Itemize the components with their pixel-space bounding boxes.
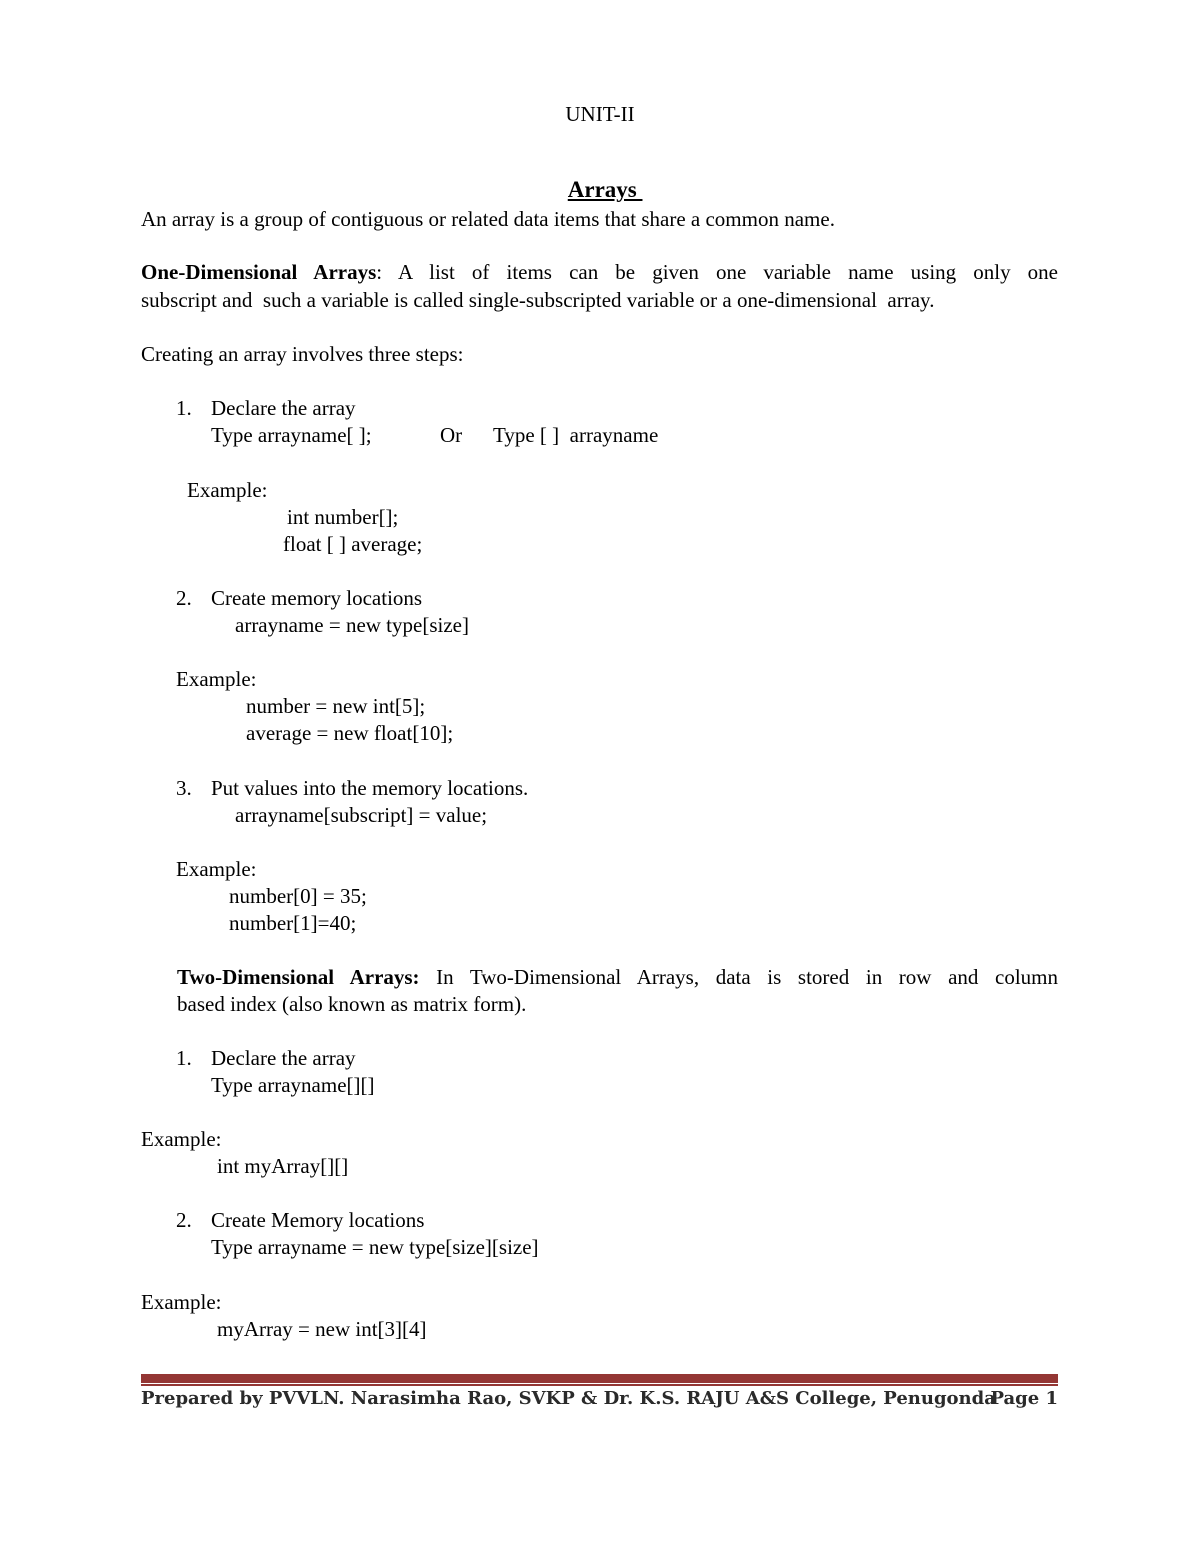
step1-title: Declare the array <box>211 396 356 420</box>
two-dim-paragraph-line1 <box>177 967 1058 988</box>
step2-example-line: number = new int[5]; <box>246 694 426 718</box>
step2-example-line: average = new float[10]; <box>246 721 454 745</box>
step3-title: Put values into the memory locations. <box>211 776 529 800</box>
one-dim-label: One-Dimensional Arrays <box>141 260 377 284</box>
step1-syntax-a: Type arrayname[ ]; <box>211 423 372 447</box>
step1-example-label: Example: <box>187 478 268 502</box>
page-title <box>0 155 1200 201</box>
footer-page-number: Page 1 <box>990 1388 1058 1409</box>
td-step1-example-line: int myArray[][] <box>217 1154 349 1178</box>
td-step2-number: 2. <box>176 1208 192 1232</box>
footer-rule-thin <box>141 1384 1058 1386</box>
td-step2-example-line: myArray = new int[3][4] <box>217 1317 427 1341</box>
step3-example-line: number[0] = 35; <box>229 884 367 908</box>
td-step2-syntax: Type arrayname = new type[size][size] <box>211 1235 539 1259</box>
intro-paragraph: An array is a group of contiguous or related data items that share a common name. <box>141 207 835 231</box>
steps-intro: Creating an array involves three steps: <box>141 342 464 366</box>
step1-example-line: int number[]; <box>287 505 399 529</box>
step2-title: Create memory locations <box>211 586 423 610</box>
td-step1-example-label: Example: <box>141 1127 222 1151</box>
step1-number: 1. <box>176 396 192 420</box>
step1-syntax-b: Type [ ] arrayname <box>493 423 659 447</box>
two-dim-label: Two-Dimensional Arrays: <box>177 965 420 989</box>
td-step2-example-label: Example: <box>141 1290 222 1314</box>
step3-number: 3. <box>176 776 192 800</box>
td-step1-title: Declare the array <box>211 1046 356 1070</box>
step3-example-label: Example: <box>176 857 257 881</box>
step2-example-label: Example: <box>176 667 257 691</box>
step1-or: Or <box>440 423 463 447</box>
two-dim-line1: In Two-Dimensional Arrays, data is stored in row and column <box>419 965 1059 989</box>
footer-credit: Prepared by PVVLN. Narasimha Rao, SVKP & Dr. K.S. RAJU A&S College, Penugonda <box>141 1388 996 1409</box>
step3-example-line: number[1]=40; <box>229 911 357 935</box>
step2-syntax: arrayname = new type[size] <box>235 613 469 637</box>
one-dim-line1: : A list of items can be given one variable name using only one <box>376 260 1058 284</box>
td-step1-syntax: Type arrayname[][] <box>211 1073 375 1097</box>
td-step1-number: 1. <box>176 1046 192 1070</box>
step1-example-line: float [ ] average; <box>283 532 423 556</box>
td-step2-title: Create Memory locations <box>211 1208 425 1232</box>
footer-rule <box>141 1374 1058 1383</box>
one-dim-line2: subscript and such a variable is called single-subscripted variable or a one-dimensional array. <box>141 288 935 312</box>
step3-syntax: arrayname[subscript] = value; <box>235 803 488 827</box>
one-dim-paragraph-line1 <box>141 262 1058 283</box>
unit-heading: UNIT-II <box>565 102 635 126</box>
step2-number: 2. <box>176 586 192 610</box>
page-title-text: Arrays <box>567 177 643 202</box>
two-dim-line2: based index (also known as matrix form). <box>177 992 527 1016</box>
